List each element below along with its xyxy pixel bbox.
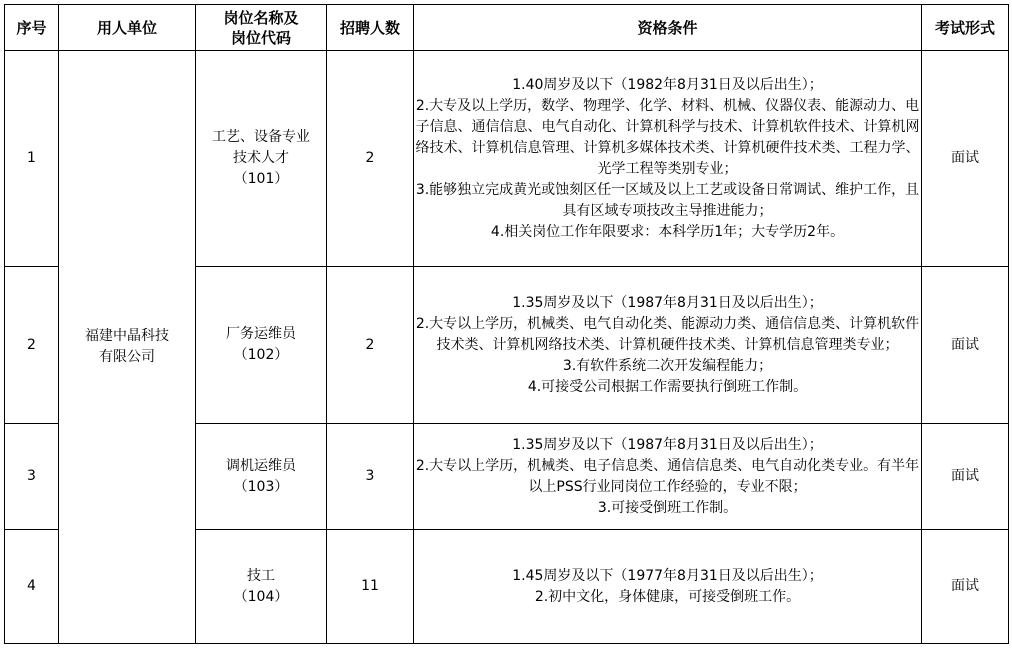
row-count: 3 <box>327 424 414 530</box>
row-seq: 3 <box>5 424 59 530</box>
row-exam: 面试 <box>922 424 1009 530</box>
position-cell <box>196 267 327 424</box>
unit-name-line1: 福建中晶科技 <box>85 328 169 344</box>
position-name-line1: 工艺、设备专业 <box>212 129 310 145</box>
header-conditions: 资格条件 <box>414 5 922 51</box>
recruitment-table <box>4 4 1009 644</box>
conditions-cell <box>414 530 922 644</box>
condition-item: 2.大专及以上学历，数学、物理学、化学、材料、机械、仪器仪表、能源动力、电子信息、通信信息、电气自动化、计算机科学与技术、计算机软件技术、计算机网络技术、计算机信息管理、计算机多媒体技术类、计算机硬件技术类、工程力学、光学工程等类别专业； <box>415 97 920 177</box>
condition-item: 3.可接受倒班工作制。 <box>597 499 738 516</box>
position-name-line2: 技术人才 <box>233 150 289 166</box>
position-cell <box>196 530 327 644</box>
condition-item: 2.初中文化，身体健康，可接受倒班工作。 <box>534 588 801 605</box>
header-unit: 用人单位 <box>59 5 196 51</box>
row-count: 2 <box>327 51 414 267</box>
conditions-cell <box>414 267 922 424</box>
conditions-cell <box>414 51 922 267</box>
position-code: （104） <box>233 588 289 605</box>
position-cell <box>196 424 327 530</box>
header-position-line1: 岗位名称及 <box>223 8 299 27</box>
position-name-line1: 调机运维员 <box>226 457 296 474</box>
position-name-line1: 厂务运维员 <box>226 326 296 342</box>
table-row <box>5 51 1009 267</box>
condition-item: 3.能够独立完成黄光或蚀刻区任一区域及以上工艺或设备日常调试、维护工作，且具有区域专项技改主导推进能力； <box>415 181 920 219</box>
row-exam: 面试 <box>922 267 1009 424</box>
header-count: 招聘人数 <box>327 5 414 51</box>
row-seq: 2 <box>5 267 59 424</box>
condition-item: 1.40周岁及以下（1982年8月31日及以后出生）； <box>512 76 823 93</box>
header-exam: 考试形式 <box>922 5 1009 51</box>
condition-item: 4.相关岗位工作年限要求：本科学历1年；大专学历2年。 <box>490 223 845 240</box>
row-seq: 1 <box>5 51 59 267</box>
condition-item: 2.大专以上学历，机械类、电子信息类、通信信息类、电气自动化类专业。有半年以上PSS行业同岗位工作经验的，专业不限； <box>415 457 920 495</box>
position-code: （102） <box>233 347 289 363</box>
condition-item: 3.有软件系统二次开发编程能力； <box>562 357 773 374</box>
condition-item: 1.35周岁及以下（1987年8月31日及以后出生）； <box>512 436 823 453</box>
unit-name-line2: 有限公司 <box>99 349 155 365</box>
condition-item: 4.可接受公司根据工作需要执行倒班工作制。 <box>527 378 808 395</box>
row-count: 2 <box>327 267 414 424</box>
header-seq: 序号 <box>5 5 59 51</box>
position-code: （103） <box>233 478 289 495</box>
position-cell <box>196 51 327 267</box>
conditions-cell <box>414 424 922 530</box>
row-exam: 面试 <box>922 51 1009 267</box>
header-position-line2: 岗位代码 <box>230 28 291 47</box>
row-count: 11 <box>327 530 414 644</box>
condition-item: 2.大专以上学历，机械类、电气自动化类、能源动力类、通信信息类、计算机软件技术类、计算机网络技术类、计算机硬件技术类、计算机信息管理类专业； <box>415 315 920 353</box>
position-name-line1: 技工 <box>247 567 275 584</box>
condition-item: 1.45周岁及以下（1977年8月31日及以后出生）； <box>512 567 823 584</box>
position-code: （101） <box>233 171 289 187</box>
header-row <box>5 5 1009 51</box>
row-seq: 4 <box>5 530 59 644</box>
unit-cell <box>59 51 196 644</box>
condition-item: 1.35周岁及以下（1987年8月31日及以后出生）； <box>512 294 823 311</box>
row-exam: 面试 <box>922 530 1009 644</box>
header-position <box>196 5 327 51</box>
